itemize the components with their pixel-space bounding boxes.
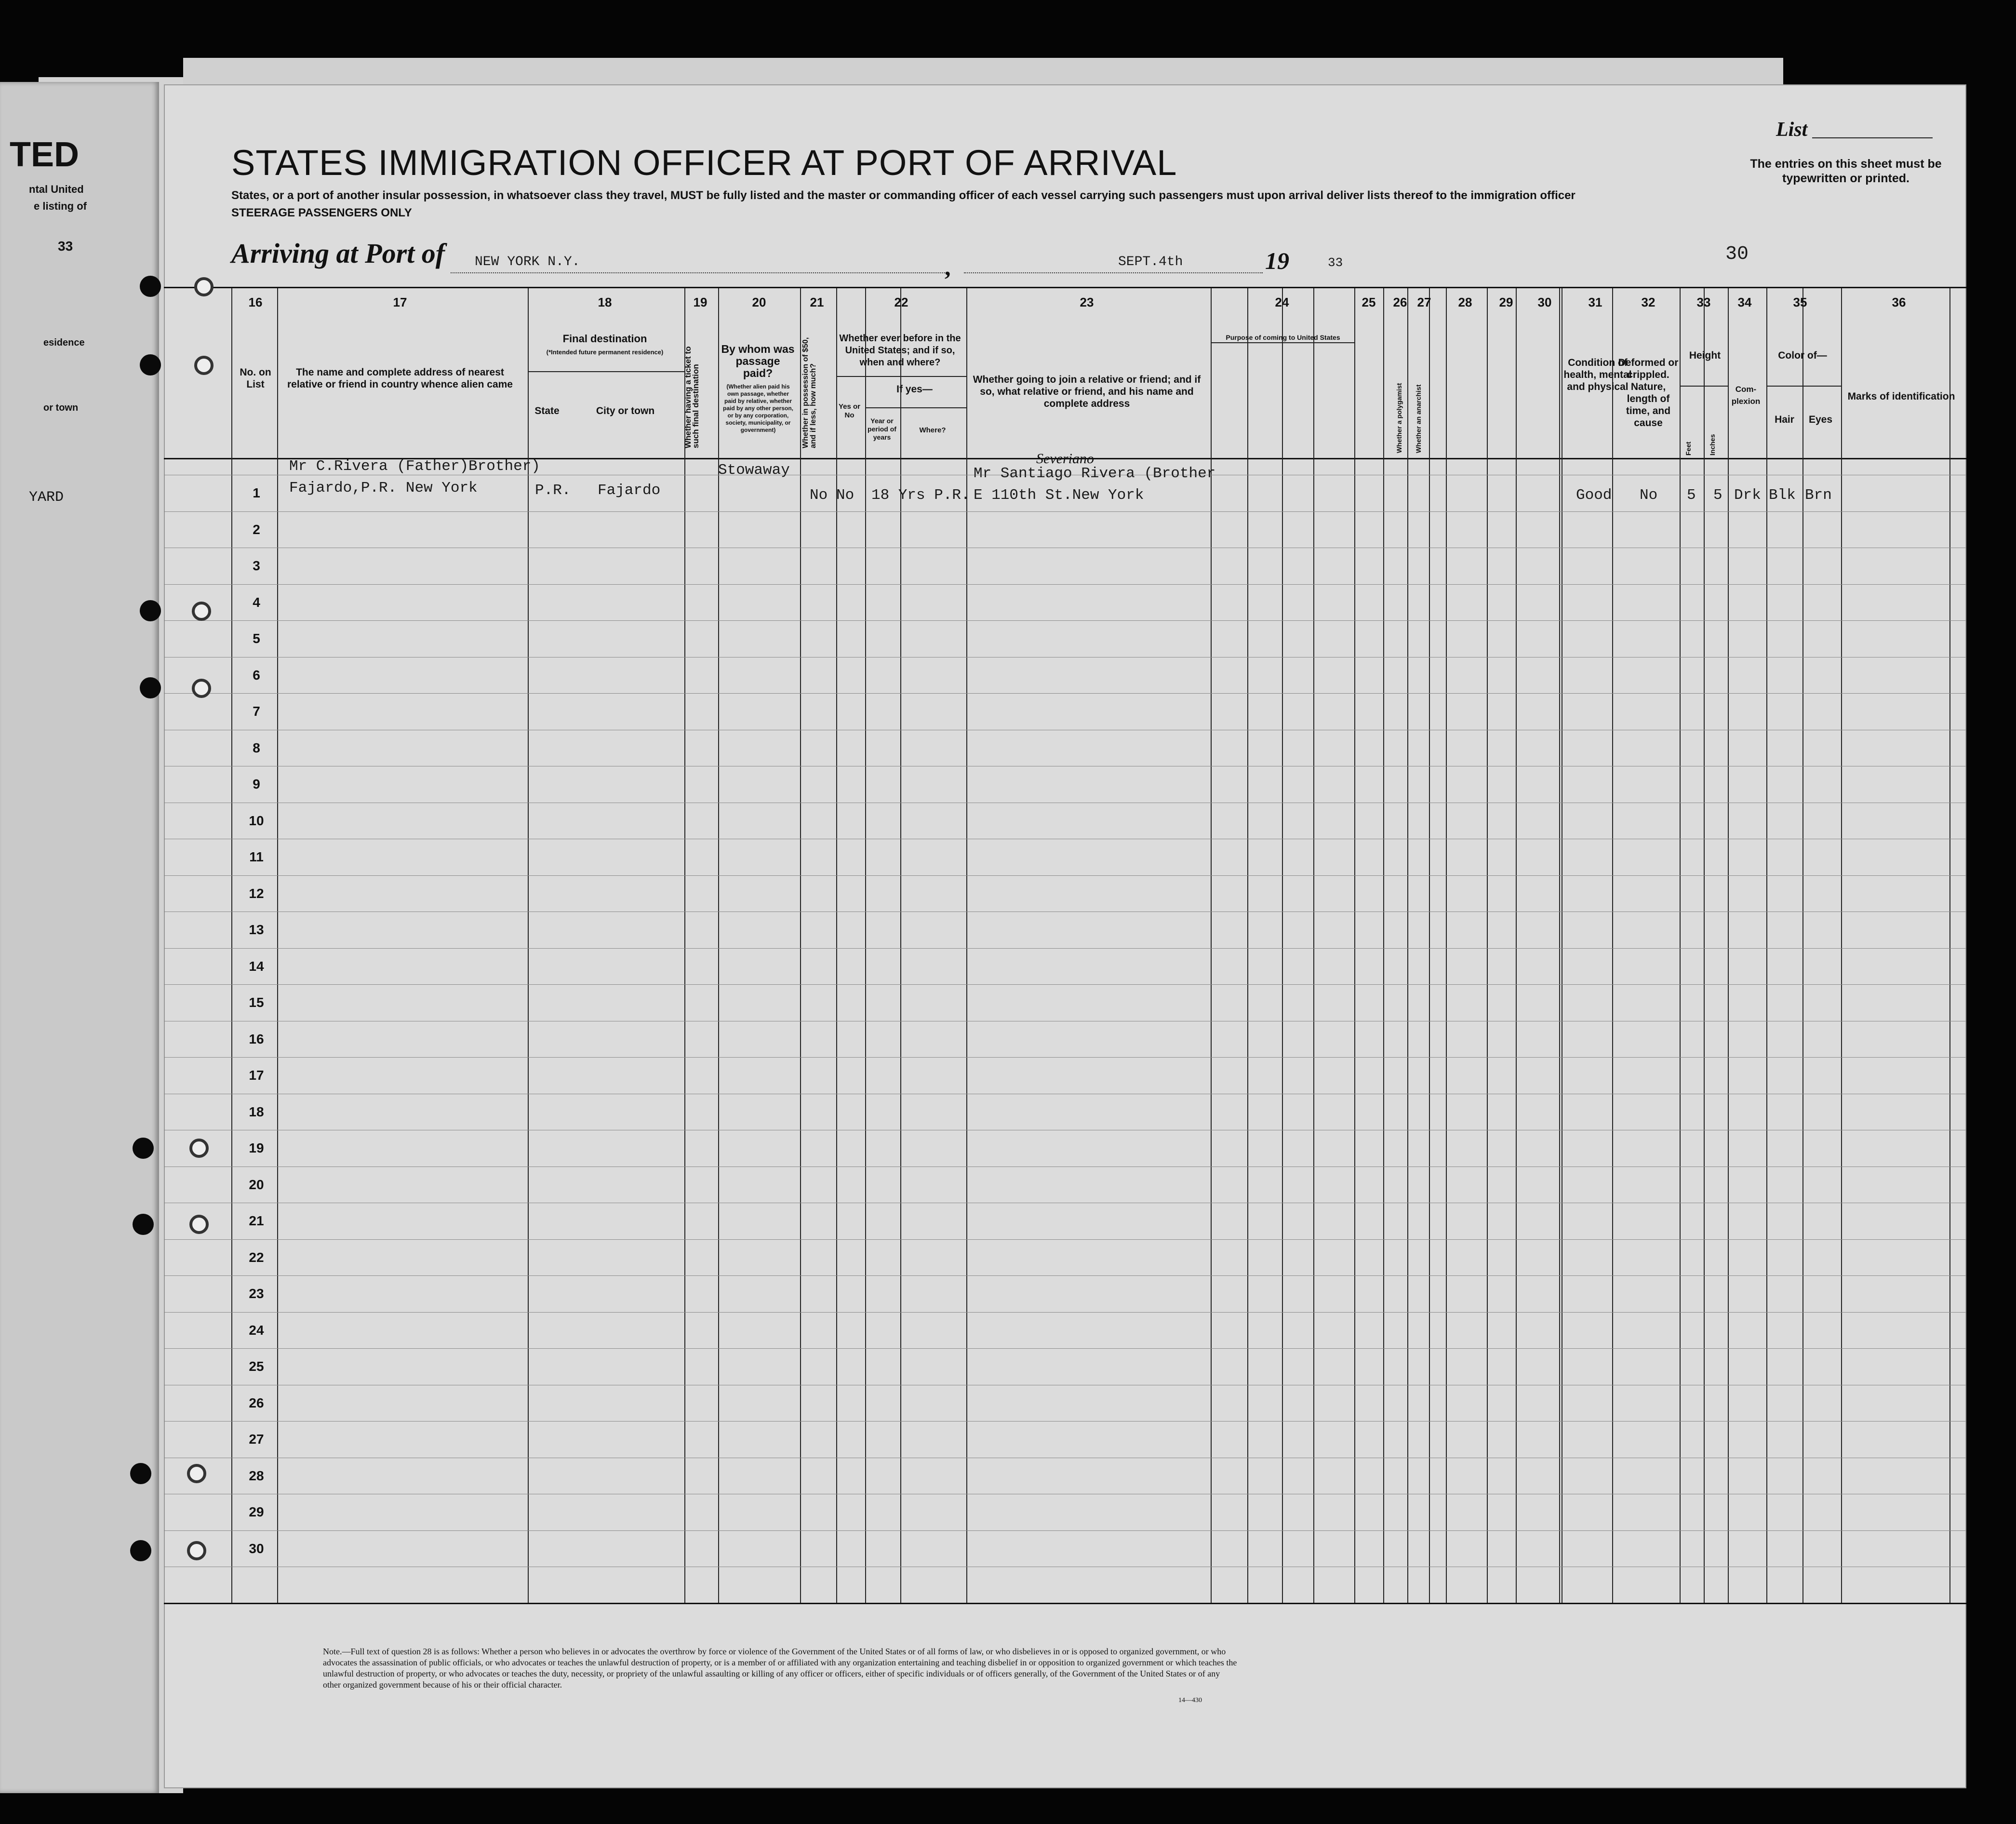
binding-ring — [187, 1464, 206, 1483]
entry-state: P.R. — [535, 482, 571, 499]
row-number: 13 — [249, 922, 264, 937]
row-number: 6 — [253, 668, 260, 683]
subheader-rule — [865, 407, 966, 408]
col27-header: Whether an anarchist — [1415, 384, 1422, 453]
entry-inches: 5 — [1713, 487, 1722, 504]
col17-header: The name and complete address of nearest relative or friend in country whence alien came — [287, 367, 513, 390]
binding-ring — [189, 1215, 209, 1234]
row-rule — [164, 511, 1966, 512]
column-divider — [900, 288, 901, 1603]
row-number: 29 — [249, 1504, 264, 1519]
colnum-34: 34 — [1737, 295, 1752, 309]
row-rule — [164, 693, 1966, 694]
colnum-24: 24 — [1275, 295, 1289, 309]
binding-hole — [133, 1138, 154, 1159]
entry-relative-line2: Fajardo,P.R. New York — [289, 480, 478, 496]
column-divider — [1247, 288, 1248, 1603]
row-number: 5 — [253, 631, 260, 646]
column-divider — [836, 288, 837, 1603]
row-number: 24 — [249, 1323, 264, 1338]
row-number: 9 — [253, 777, 260, 791]
column-divider — [1766, 288, 1767, 1603]
colnum-33: 33 — [1696, 295, 1711, 309]
colnum-16: 16 — [248, 295, 263, 309]
col22-year: Year or period of years — [868, 417, 896, 441]
colnum-27: 27 — [1417, 295, 1431, 309]
row-number: 4 — [253, 595, 260, 610]
col36-header: Marks of identification — [1847, 391, 1955, 402]
col18-header: Final destination — [562, 333, 647, 345]
colnum-18: 18 — [598, 295, 612, 309]
colnum-22: 22 — [894, 295, 908, 309]
row-number: 18 — [249, 1104, 264, 1119]
row-rule — [164, 1348, 1966, 1349]
colnum-35: 35 — [1793, 295, 1807, 309]
list-label: List — [1776, 119, 1808, 141]
left-title-fragment: TED — [10, 135, 79, 174]
year-suffix: 33 — [1328, 255, 1343, 270]
row-number: 15 — [249, 995, 264, 1010]
binding-ring — [189, 1139, 209, 1158]
row-rule — [164, 1239, 1966, 1240]
subheader-rule — [1766, 386, 1841, 387]
year-prefix: 19 — [1265, 247, 1289, 274]
column-divider — [1841, 288, 1842, 1603]
column-divider — [1728, 288, 1729, 1603]
row-rule — [164, 948, 1966, 949]
left-number: 33 — [58, 239, 73, 254]
colnum-21: 21 — [810, 295, 824, 309]
column-divider — [231, 288, 232, 1603]
row-number: 28 — [249, 1468, 264, 1483]
column-divider — [1282, 288, 1283, 1603]
port-value: NEW YORK N.Y. — [475, 255, 580, 269]
colnum-30: 30 — [1537, 295, 1552, 309]
col18-state-header: State — [534, 405, 560, 416]
col22-header: Whether ever before in the United States; and if so, when and where? — [839, 333, 961, 368]
table-top-rule — [164, 287, 1966, 288]
row-number: 10 — [249, 813, 264, 828]
column-divider — [1949, 288, 1950, 1603]
col33-feet: Feet — [1684, 442, 1692, 456]
col20-header: By whom was passage paid? — [721, 343, 795, 379]
col32-header: Deformed or crippled. Nature, length of time, and cause — [1618, 357, 1679, 429]
binding-hole — [130, 1463, 151, 1484]
col19-header: Whether having a ticket to such final destination — [683, 346, 700, 448]
left-entry: YARD — [29, 489, 64, 506]
colnum-29: 29 — [1499, 295, 1513, 309]
arriving-label: Arriving at Port of — [231, 238, 445, 269]
column-divider — [1516, 288, 1517, 1603]
column-divider — [1704, 288, 1705, 1603]
left-line-1: ntal United — [29, 183, 84, 195]
col33-inches: Inches — [1709, 434, 1716, 456]
colnum-25: 25 — [1362, 295, 1376, 309]
subheader-rule — [528, 371, 684, 372]
row-rule — [164, 1421, 1966, 1422]
colnum-19: 19 — [693, 295, 708, 309]
col24-header: Purpose of coming to United States — [1226, 334, 1340, 341]
subheader-rule — [836, 376, 966, 377]
row-number: 25 — [249, 1359, 264, 1374]
row-number: 11 — [249, 849, 264, 864]
binding-hole — [140, 677, 161, 698]
column-divider — [800, 288, 801, 1603]
left-line-2: e listing of — [34, 200, 87, 212]
colnum-32: 32 — [1641, 295, 1656, 309]
row-number: 12 — [249, 886, 264, 901]
row-number: 16 — [249, 1032, 264, 1046]
entry-before: No — [836, 487, 854, 504]
entry-join-line2: E 110th St.New York — [974, 487, 1144, 504]
row-number: 1 — [253, 485, 260, 500]
column-divider — [1407, 288, 1408, 1603]
binding-ring — [187, 1541, 206, 1560]
column-divider — [1313, 288, 1314, 1603]
row-rule — [164, 1530, 1966, 1531]
row-number: 2 — [253, 522, 260, 537]
previous-page — [0, 82, 159, 1793]
column-divider — [1354, 288, 1355, 1603]
row-rule — [164, 1312, 1966, 1313]
binding-ring — [192, 602, 211, 621]
row-number: 27 — [249, 1432, 264, 1447]
entry-relative-line1: Mr C.Rivera (Father)Brother) — [289, 458, 540, 475]
row-rule — [164, 584, 1966, 585]
binding-hole — [130, 1540, 151, 1561]
entry-city: Fajardo — [598, 482, 661, 499]
row-number: 8 — [253, 740, 260, 755]
sheet-number: 30 — [1725, 243, 1749, 265]
entry-period: 18 Yrs P.R. — [871, 487, 970, 504]
entry-eyes: Brn — [1805, 487, 1832, 504]
col33-header: Height — [1689, 350, 1721, 361]
row-number: 14 — [249, 959, 264, 974]
row-rule — [164, 620, 1966, 621]
row-number: 22 — [249, 1250, 264, 1265]
col34-header: Com-plexion — [1731, 385, 1761, 406]
col31-header: Condition of health, mental and physical — [1563, 357, 1632, 392]
entry-join-line1: Mr Santiago Rivera (Brother — [974, 465, 1216, 482]
entry-join-handwritten: Severiano — [1036, 451, 1094, 467]
entry-deformed: No — [1640, 487, 1658, 504]
instructions-text: The entries on this sheet must be typewritten or printed. — [1750, 157, 1942, 185]
row-number: 19 — [249, 1140, 264, 1155]
col35-eyes: Eyes — [1808, 414, 1833, 425]
entry-hair: Blk — [1769, 487, 1796, 504]
row-number: 30 — [249, 1541, 264, 1556]
manifest-sheet — [164, 84, 1966, 1788]
binding-hole — [133, 1214, 154, 1235]
col18-city-header: City or town — [596, 405, 655, 416]
comma-1: , — [945, 254, 951, 281]
row-number: 7 — [253, 704, 260, 719]
subheader-rule — [1680, 386, 1728, 387]
list-underline — [1812, 137, 1933, 138]
col35-hair: Hair — [1775, 414, 1794, 425]
row-number: 20 — [249, 1177, 264, 1192]
binding-ring — [192, 679, 211, 698]
binding-hole — [140, 276, 161, 297]
column-divider — [865, 288, 866, 1603]
column-divider — [1612, 288, 1613, 1603]
col35-header: Color of— — [1778, 350, 1827, 361]
binding-ring — [194, 356, 214, 375]
colnum-23: 23 — [1080, 295, 1094, 309]
port-underline — [451, 272, 947, 273]
colnum-31: 31 — [1588, 295, 1602, 309]
row-rule — [164, 1057, 1966, 1058]
column-divider — [277, 288, 278, 1603]
row-number: 3 — [253, 558, 260, 573]
entry-passage: Stowaway — [718, 462, 790, 479]
table-bottom-rule — [164, 1603, 1966, 1604]
row-rule — [164, 875, 1966, 876]
colnum-17: 17 — [393, 295, 407, 309]
entry-money: No — [810, 487, 828, 504]
row-number: 21 — [249, 1213, 264, 1228]
row-rule — [164, 984, 1966, 985]
column-divider — [1446, 288, 1447, 1603]
column-divider — [684, 288, 685, 1603]
column-divider — [1383, 288, 1384, 1603]
footer-note: Note.—Full text of question 28 is as follows: Whether a person who believes in or advocates the overthrow by force or violence of the Government of the United States or of all forms of law, or who disbelieves in or is opposed to organized government, or who advocates the assassination of public officials, or who advocates or teaches the unlawful destruction of property, or is a member of or affiliated with any organization entertaining and teaching disbelief in or opposition to organized government or which teaches the unlawful destruction of property, or who advocates or teaches the duty, necessity, or propriety of the unlawful assaulting or killing of any officer or officers, either of specific individuals or of officers generally, of the Government of the United States or of any other organized government because of his or their official character. — [323, 1647, 1237, 1690]
col26-header: Whether a polygamist — [1395, 383, 1403, 453]
colnum-20: 20 — [752, 295, 766, 309]
col20-note: (Whether alien paid his own passage, whether paid by relative, whether paid by any other person, or by any corporation, society, municipality, or government) — [722, 383, 794, 433]
date-value: SEPT.4th — [1118, 255, 1183, 269]
col21-header: Whether in possession of $50, and if less, how much? — [801, 337, 817, 448]
col22-yes-no: Yes or No — [838, 402, 861, 419]
form-number: 14—430 — [1178, 1697, 1202, 1704]
column-divider — [966, 288, 967, 1603]
col22-if-yes: If yes— — [896, 384, 933, 395]
header-subtitle: States, or a port of another insular possession, in whatsoever class they travel, MUST be fully listed and the master or commanding officer of each vessel carrying such passengers must upon arrival deliver lists thereof to the immigration officer — [231, 189, 1575, 202]
col18-note: (*Intended future permanent residence) — [546, 349, 664, 356]
binding-ring — [194, 277, 214, 296]
column-divider — [1487, 288, 1488, 1603]
column-divider — [1429, 288, 1430, 1603]
entry-feet: 5 — [1687, 487, 1696, 504]
column-divider — [528, 288, 529, 1603]
binding-hole — [140, 354, 161, 376]
left-col-residence: esidence — [43, 337, 85, 348]
row-number: 23 — [249, 1286, 264, 1301]
col23-header: Whether going to join a relative or friend; and if so, what relative or friend, and his name and complete address — [973, 374, 1201, 409]
steerage-label: STEERAGE PASSENGERS ONLY — [231, 206, 412, 219]
column-divider — [718, 288, 719, 1603]
row-rule — [164, 1275, 1966, 1276]
binding-hole — [140, 600, 161, 621]
col16-header: No. on List — [240, 367, 271, 390]
entry-health: Good — [1576, 487, 1612, 504]
col22-where: Where? — [919, 426, 946, 434]
colnum-36: 36 — [1892, 295, 1906, 309]
column-divider — [1802, 288, 1803, 1603]
page-title: STATES IMMIGRATION OFFICER AT PORT OF ARRIVAL — [231, 143, 1177, 183]
left-col-town: or town — [43, 402, 79, 413]
row-number: 26 — [249, 1395, 264, 1410]
column-divider — [1680, 288, 1681, 1603]
column-divider — [1211, 288, 1212, 1603]
colnum-28: 28 — [1458, 295, 1472, 309]
colnum-26: 26 — [1393, 295, 1407, 309]
row-number: 17 — [249, 1068, 264, 1083]
date-underline — [964, 272, 1263, 273]
entry-complexion: Drk — [1734, 487, 1761, 504]
column-divider — [1559, 288, 1560, 1603]
